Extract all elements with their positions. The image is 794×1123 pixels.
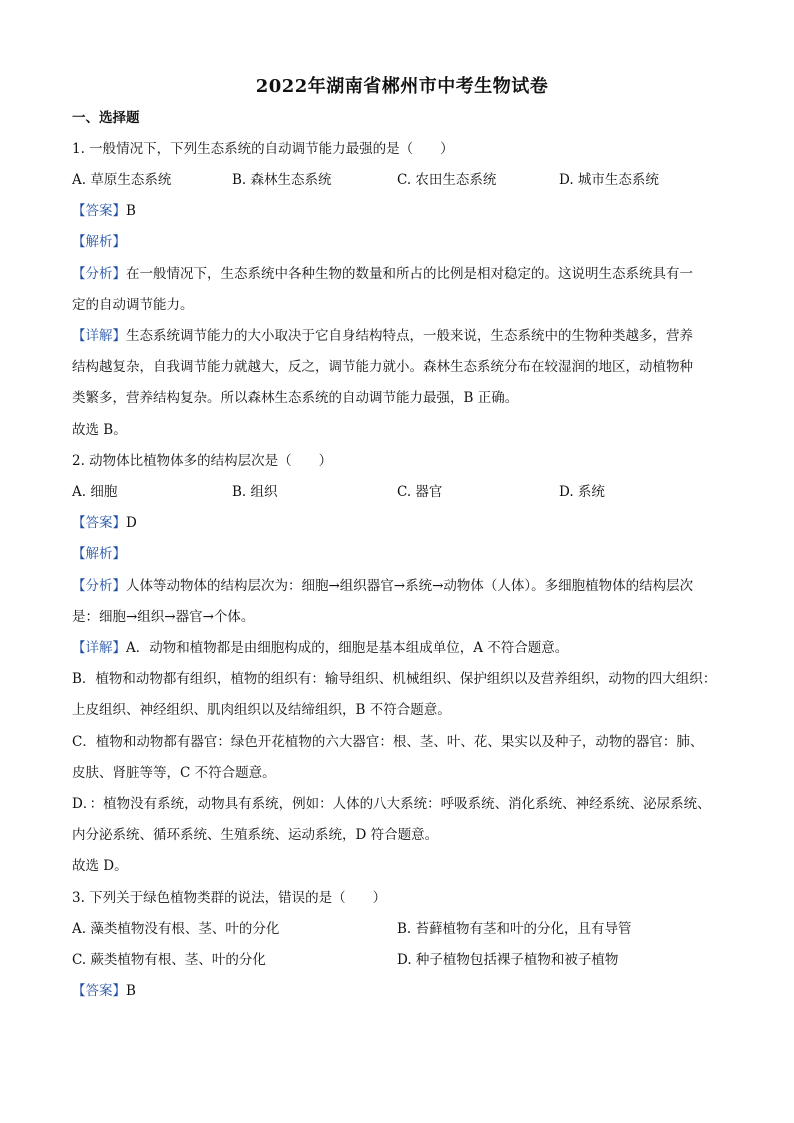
q2-fenxi-line-1: 【分析】人体等动物体的结构层次为：细胞→组织器官→系统→动物体（人体）。多细胞植物体的结构层次	[72, 578, 694, 594]
q1-answer-value: B	[126, 203, 136, 219]
q2-option-a: A. 细胞	[72, 484, 118, 500]
q1-conclusion: 故选 B。	[72, 422, 127, 438]
q1-option-a: A. 草原生态系统	[72, 172, 172, 188]
q3-option-b: B. 苔藓植物有茎和叶的分化，且有导管	[397, 921, 632, 937]
answer-label: 【答案】	[72, 203, 126, 219]
q3-option-a: A. 藻类植物没有根、茎、叶的分化	[72, 921, 280, 937]
q2-detail-d-line-1: D．：植物没有系统，动物具有系统，例如：人体的八大系统：呼吸系统、消化系统、神经系统、泌尿系统、	[72, 796, 711, 812]
q1-stem: 1. 一般情况下，下列生态系统的自动调节能力最强的是（ ）	[72, 141, 454, 157]
detail-label: 【详解】	[72, 328, 126, 344]
q1-answer	[72, 201, 136, 221]
q2-detail-b-line-1: B．植物和动物都有组织，植物的组织有：输导组织、机械组织、保护组织以及营养组织，动物的四大组织：	[72, 671, 717, 687]
q3-answer-value: B	[126, 983, 136, 999]
q1-fenxi-line-2: 定的自动调节能力。	[72, 297, 194, 313]
q1-option-c: C. 农田生态系统	[397, 172, 497, 188]
q1-analysis-label: 【解析】	[72, 234, 126, 250]
q2-detail-c-line-1: C．植物和动物都有器官：绿色开花植物的六大器官：根、茎、叶、花、果实以及种子，动物的器官：肺、	[72, 734, 704, 750]
q2-option-d: D. 系统	[559, 484, 605, 500]
q2-stem: 2. 动物体比植物体多的结构层次是（ ）	[72, 453, 333, 469]
q1-fenxi-line-1: 【分析】在一般情况下，生态系统中各种生物的数量和所占的比例是相对稳定的。这说明生态系统具有一	[72, 266, 693, 282]
q3-answer: 【答案】B	[72, 983, 136, 999]
q3-option-c: C. 蕨类植物有根、茎、叶的分化	[72, 952, 266, 968]
q2-analysis-label: 【解析】	[72, 546, 126, 562]
q1-detail-line-3: 类繁多，营养结构复杂。所以森林生态系统的自动调节能力最强，B 正确。	[72, 390, 519, 406]
q3-option-d: D. 种子植物包括裸子植物和被子植物	[397, 952, 619, 968]
q2-option-b: B. 组织	[232, 484, 278, 500]
q2-detail-b-line-2: 上皮组织、神经组织、肌肉组织以及结缔组织，B 不符合题意。	[72, 702, 451, 718]
q2-detail-d-line-2: 内分泌系统、循环系统、生殖系统、运动系统，D 符合题意。	[72, 827, 439, 843]
fenxi-label: 【分析】	[72, 266, 126, 282]
q1-option-b: B. 森林生态系统	[232, 172, 332, 188]
page-title: 2022年湖南省郴州市中考生物试卷	[255, 76, 549, 97]
q2-detail-c-line-2: 皮肤、肾脏等等，C 不符合题意。	[72, 765, 276, 781]
q2-option-c: C. 器官	[397, 484, 443, 500]
q2-answer: 【答案】D	[72, 515, 137, 531]
q1-option-d: D. 城市生态系统	[559, 172, 659, 188]
q3-stem: 3. 下列关于绿色植物类群的说法，错误的是（ ）	[72, 890, 387, 906]
q2-answer-value: D	[126, 515, 137, 531]
q2-detail-a: 【详解】A．动物和植物都是由细胞构成的，细胞是基本组成单位，A 不符合题意。	[72, 640, 569, 656]
section-heading: 一、选择题	[72, 110, 140, 126]
q1-detail-line-1: 【详解】生态系统调节能力的大小取决于它自身结构特点，一般来说，生态系统中的生物种类越多，营养	[72, 328, 693, 344]
q2-fenxi-line-2: 是：细胞→组织→器官→个体。	[72, 609, 255, 625]
q1-detail-line-2: 结构越复杂，自我调节能力就越大，反之，调节能力就小。森林生态系统分布在较湿润的地区，动植物种	[72, 359, 693, 375]
q2-conclusion: 故选 D。	[72, 858, 128, 874]
